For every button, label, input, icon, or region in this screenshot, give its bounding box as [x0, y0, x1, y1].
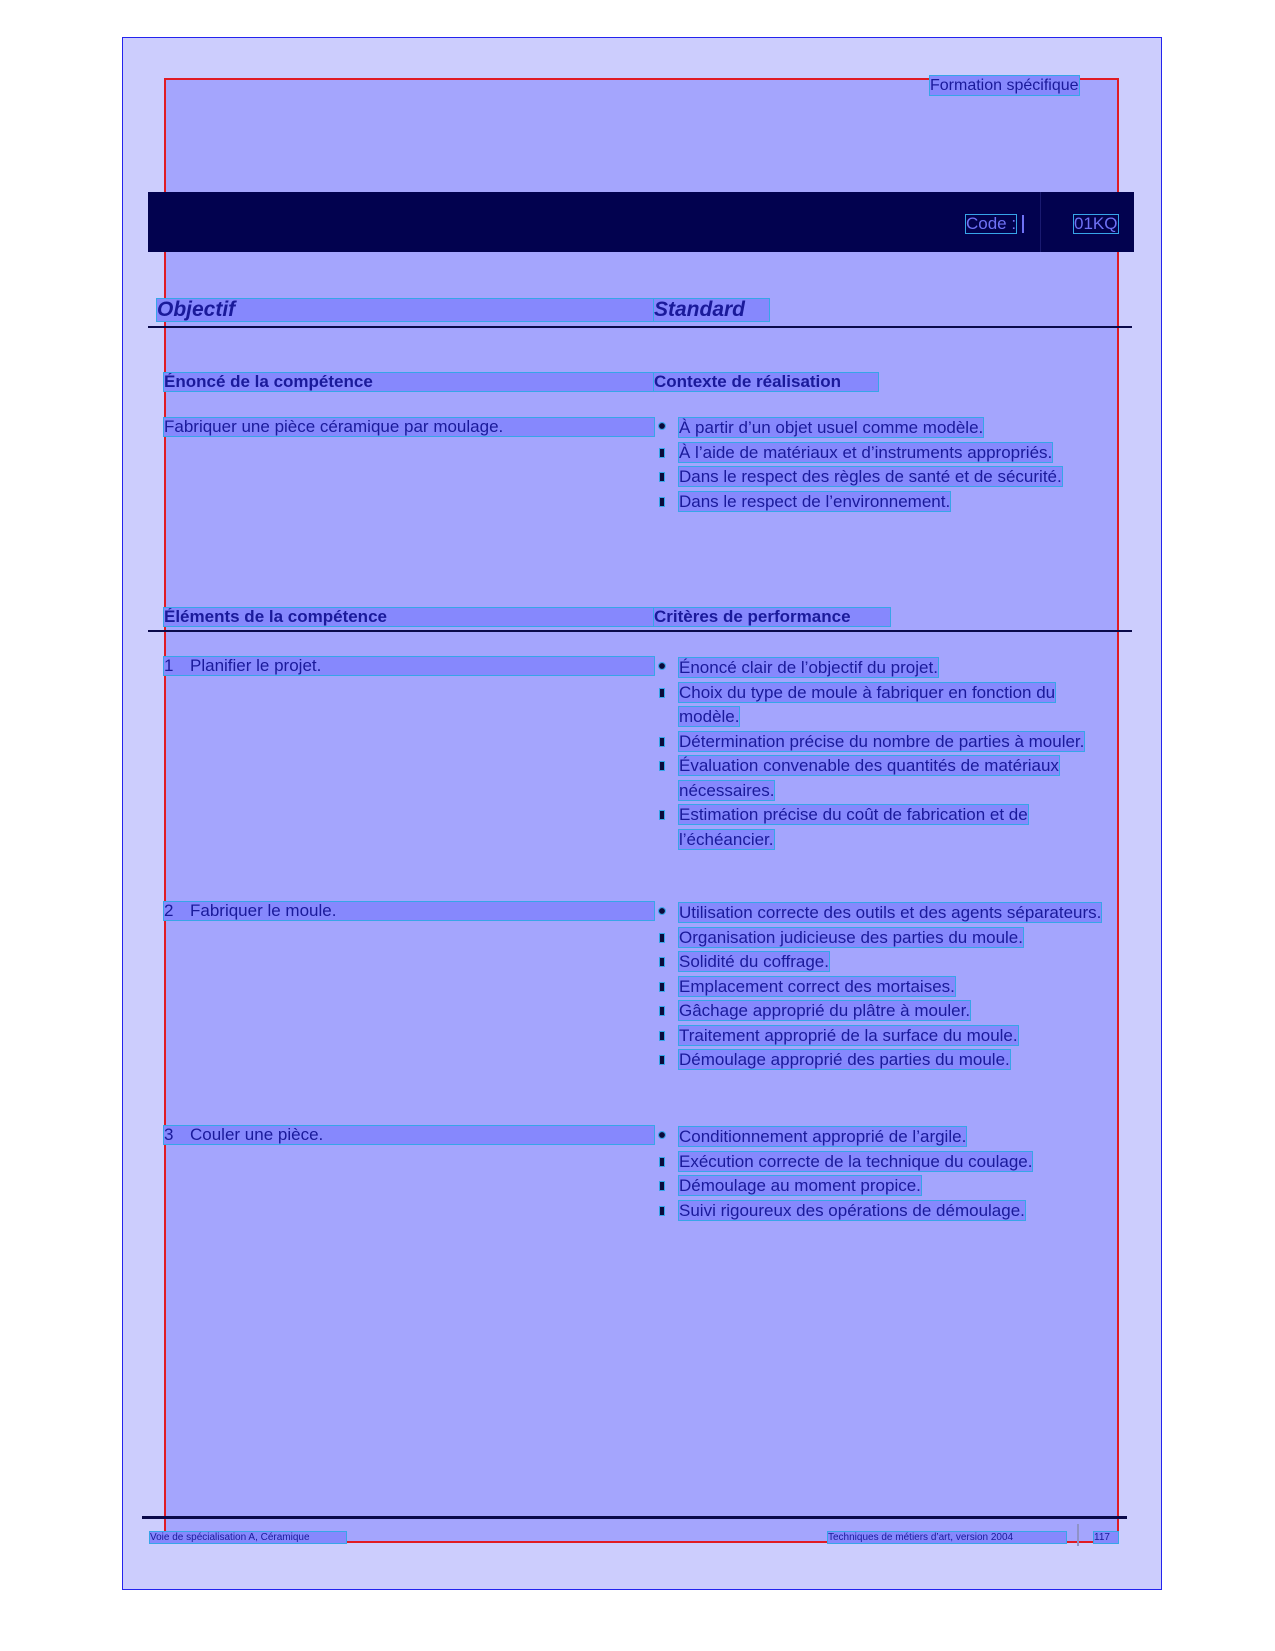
criteres-label: Critères de performance	[654, 608, 890, 626]
footer-left: Voie de spécialisation A, Céramique	[150, 1532, 346, 1543]
list-item: Détermination précise du nombre de parties à mouler.	[656, 730, 1116, 755]
page-number: 117	[1094, 1532, 1118, 1543]
bullet-icon	[660, 449, 664, 457]
element-text: Fabriquer le moule.	[190, 901, 337, 920]
element-number: 1	[164, 656, 174, 675]
list-item: À l’aide de matériaux et d’instruments appropriés.	[656, 441, 1116, 466]
list-item: Démoulage au moment propice.	[656, 1174, 1116, 1199]
bullet-icon	[660, 958, 664, 966]
bullet-icon	[659, 663, 665, 669]
elements-rule	[148, 630, 1132, 632]
element-number: 3	[164, 1125, 174, 1144]
standard-title: Standard	[654, 299, 769, 321]
list-item: Exécution correcte de la technique du coulage.	[656, 1150, 1116, 1175]
footer-separator	[1077, 1524, 1079, 1546]
bullet-icon	[660, 1158, 664, 1166]
bullet-icon	[660, 1007, 664, 1015]
element-item-3	[164, 1126, 654, 1144]
contexte-label: Contexte de réalisation	[654, 373, 878, 391]
footer-rule	[142, 1516, 1127, 1519]
bullet-icon	[660, 689, 664, 697]
bullet-icon	[660, 738, 664, 746]
objectif-title: Objectif	[157, 299, 654, 321]
list-item: À partir d’un objet usuel comme modèle.	[656, 416, 1116, 441]
bullet-icon	[660, 983, 664, 991]
list-item: Estimation précise du coût de fabrication et de l’échéancier.	[656, 803, 1116, 852]
element-text: Couler une pièce.	[190, 1125, 324, 1144]
bullet-icon	[660, 1207, 664, 1215]
list-item: Énoncé clair de l’objectif du projet.	[656, 656, 1116, 681]
list-item: Utilisation correcte des outils et des agents séparateurs.	[656, 901, 1116, 926]
bullet-icon	[659, 423, 665, 429]
bullet-icon	[660, 1056, 664, 1064]
bullet-icon	[660, 811, 664, 819]
enonce-text: Fabriquer une pièce céramique par moulage.	[164, 418, 654, 436]
bullet-icon	[660, 762, 664, 770]
elements-label: Éléments de la compétence	[164, 608, 654, 626]
list-item: Évaluation convenable des quantités de matériaux nécessaires.	[656, 754, 1116, 803]
element-item-2	[164, 902, 654, 920]
code-label: Code :	[966, 214, 1017, 233]
element-number: 2	[164, 901, 174, 920]
list-item: Dans le respect des règles de santé et de sécurité.	[656, 465, 1116, 490]
code-value: 01KQ	[1074, 214, 1118, 233]
bullet-icon	[659, 908, 665, 914]
list-item: Suivi rigoureux des opérations de démoulage.	[656, 1199, 1116, 1224]
list-item: Dans le respect de l’environnement.	[656, 490, 1116, 515]
list-item: Gâchage approprié du plâtre à mouler.	[656, 999, 1116, 1024]
list-item: Solidité du coffrage.	[656, 950, 1116, 975]
bullet-icon	[660, 1182, 664, 1190]
list-item: Traitement approprié de la surface du moule.	[656, 1024, 1116, 1049]
bullet-icon	[660, 473, 664, 481]
element-item-1	[164, 657, 654, 675]
list-item: Organisation judicieuse des parties du moule.	[656, 926, 1116, 951]
list-item: Emplacement correct des mortaises.	[656, 975, 1116, 1000]
contexte-list	[656, 416, 1116, 514]
banner-divider	[1040, 192, 1041, 252]
enonce-label: Énoncé de la compétence	[164, 373, 654, 391]
element-text: Planifier le projet.	[190, 656, 322, 675]
list-item: Démoulage approprié des parties du moule.	[656, 1048, 1116, 1073]
code-separator	[1022, 215, 1024, 233]
bullet-icon	[659, 1132, 665, 1138]
list-item: Conditionnement approprié de l’argile.	[656, 1125, 1116, 1150]
footer-right: Techniques de métiers d’art, version 2004	[828, 1532, 1066, 1543]
criteres-list-3	[656, 1125, 1116, 1223]
criteres-list-1	[656, 656, 1116, 852]
list-item: Choix du type de moule à fabriquer en fonction du modèle.	[656, 681, 1116, 730]
bullet-icon	[660, 1032, 664, 1040]
header-formation-label: Formation spécifique	[930, 77, 1079, 94]
section-rule	[148, 326, 1132, 328]
bullet-icon	[660, 934, 664, 942]
criteres-list-2	[656, 901, 1116, 1073]
bullet-icon	[660, 498, 664, 506]
